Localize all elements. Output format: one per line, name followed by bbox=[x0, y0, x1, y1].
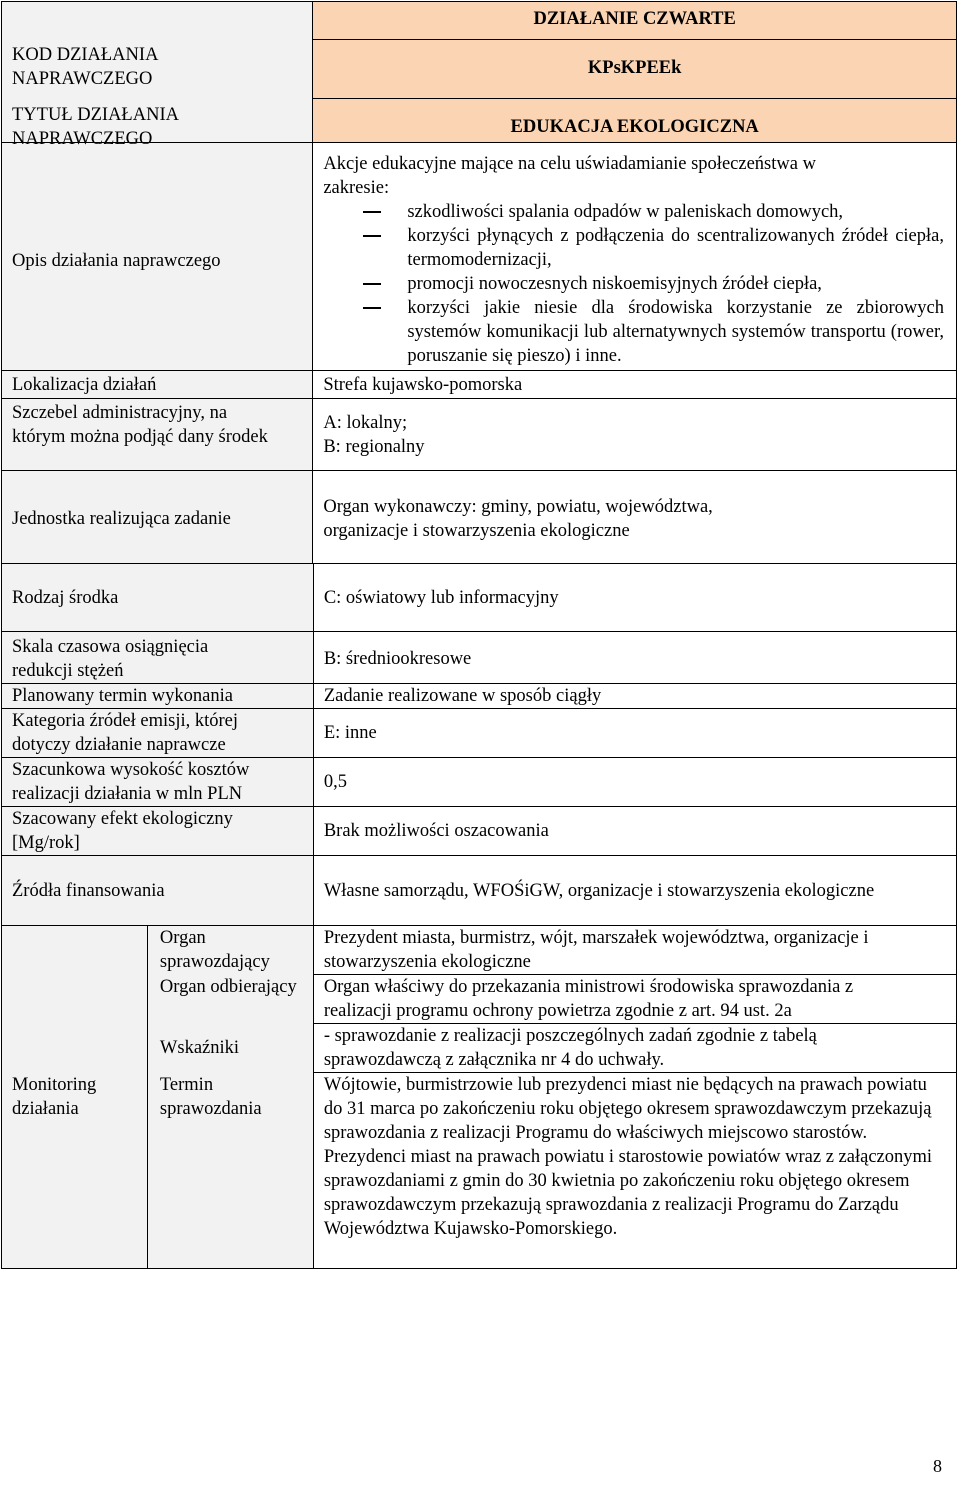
code-title-labels-cell bbox=[2, 2, 313, 149]
description-item: korzyści jakie niesie dla środowiska korzystanie ze zbiorowych systemów komunikacji lub alternatywnych systemów transportu (rower, poruszanie się pieszo) i inne. bbox=[323, 296, 944, 368]
financing-label-cell bbox=[2, 856, 314, 926]
time-scale-label-cell bbox=[2, 632, 314, 684]
time-scale-value: B: średniookresowe bbox=[323, 649, 472, 669]
description-label: Opis działania naprawczego bbox=[12, 251, 221, 271]
cost-label: Szacunkowa wysokość kosztów realizacji działania w mln PLN bbox=[12, 760, 250, 804]
reporting-body-label-cell bbox=[147, 926, 313, 975]
measure-type-label: Rodzaj środka bbox=[12, 588, 119, 608]
measure-type-value: C: oświatowy lub informacyjny bbox=[323, 588, 559, 608]
planned-term-value-cell bbox=[313, 684, 956, 709]
financing-label: Źródła finansowania bbox=[12, 881, 165, 901]
planned-term-value: Zadanie realizowane w sposób ciągły bbox=[323, 686, 602, 706]
description-label-cell bbox=[2, 143, 313, 371]
page-number: 8 bbox=[933, 1456, 942, 1476]
header-values-cell bbox=[313, 2, 957, 143]
cost-label-cell bbox=[2, 758, 314, 807]
admin-level-label-cell bbox=[2, 399, 313, 471]
time-scale-label: Skala czasowa osiągnięcia redukcji stężeń bbox=[12, 637, 209, 681]
financing-value: Własne samorządu, WFOŚiGW, organizacje i stowarzyszenia ekologiczne bbox=[323, 881, 875, 901]
emission-category-value-cell bbox=[313, 709, 956, 758]
dash-bullet-icon bbox=[363, 307, 381, 309]
admin-level-label: Szczebel administracyjny, na którym można podjąć dany środek bbox=[12, 403, 268, 447]
dash-bullet-icon bbox=[363, 283, 381, 285]
description-value-cell bbox=[313, 143, 957, 371]
measure-type-value-cell bbox=[313, 564, 956, 632]
eco-effect-value: Brak możliwości oszacowania bbox=[323, 821, 549, 841]
indicators-label: Wskaźniki bbox=[159, 1037, 240, 1058]
location-value: Strefa kujawsko-pomorska bbox=[323, 375, 523, 395]
reporting-body-label: Organ sprawozdający bbox=[159, 928, 270, 972]
action-header-title: DZIAŁANIE CZWARTE bbox=[313, 2, 956, 40]
eco-effect-value-cell bbox=[313, 807, 956, 856]
location-label-cell bbox=[2, 371, 313, 399]
emission-category-label: Kategoria źródeł emisji, której dotyczy działanie naprawcze bbox=[12, 711, 239, 755]
financing-value-cell bbox=[313, 856, 956, 926]
admin-level-value-b: B: regionalny bbox=[323, 437, 425, 457]
reporting-term-value-1: Wójtowie, burmistrzowie lub prezydenci miast nie będących na prawach powiatu do 31 marca po zakończeniu roku objętego okresem sprawozdawczym przekazują sprawozdania z realizacji Programu do właściwych miejscowo starostów. bbox=[323, 1075, 932, 1143]
indicators-value-cell bbox=[313, 1024, 956, 1073]
unit-label-cell bbox=[2, 471, 313, 566]
measure-type-label-cell bbox=[2, 564, 314, 632]
action-table-bottom bbox=[1, 563, 957, 1269]
description-list bbox=[323, 200, 944, 368]
receiving-body-label: Organ odbierający bbox=[159, 976, 297, 997]
indicators-label-cell bbox=[147, 1024, 313, 1073]
action-code-value: KPsKPEEk bbox=[313, 40, 956, 99]
indicators-value: - sprawozdanie z realizacji poszczególnych zadań zgodnie z tabelą sprawozdawczą z załącznika nr 4 do uchwały. bbox=[323, 1026, 817, 1070]
eco-effect-label: Szacowany efekt ekologiczny [Mg/rok] bbox=[12, 809, 233, 853]
reporting-term-label-cell bbox=[147, 1073, 313, 1269]
action-title-value: EDUKACJA EKOLOGICZNA bbox=[313, 99, 956, 142]
description-item: korzyści płynących z podłączenia do scentralizowanych źródeł ciepła, termomodernizacji, bbox=[323, 224, 944, 272]
monitoring-label-cell bbox=[2, 926, 148, 1269]
reporting-term-label: Termin sprawozdania bbox=[159, 1074, 262, 1119]
eco-effect-label-cell bbox=[2, 807, 314, 856]
planned-term-label: Planowany termin wykonania bbox=[12, 686, 233, 706]
action-table-top bbox=[1, 1, 957, 566]
time-scale-value-cell bbox=[313, 632, 956, 684]
unit-label: Jednostka realizująca zadanie bbox=[12, 509, 231, 529]
cost-value: 0,5 bbox=[323, 772, 347, 792]
receiving-body-value: Organ właściwy do przekazania ministrowi środowiska sprawozdania z realizacji programu ochrony powietrza zgodnie z art. 94 ust. 2a bbox=[323, 977, 854, 1021]
receiving-body-value-cell bbox=[313, 975, 956, 1024]
emission-category-label-cell bbox=[2, 709, 314, 758]
reporting-body-value: Prezydent miasta, burmistrz, wójt, marszałek województwa, organizacje i stowarzyszenia ekologiczne bbox=[323, 928, 869, 972]
dash-bullet-icon bbox=[363, 211, 381, 213]
reporting-term-value-2: Prezydenci miast na prawach powiatu i starostowie powiatów wraz z załączonymi sprawozdaniami z gmin do 30 kwietnia po zakończeniu roku objętego okresem sprawozdawczym przekazują sprawozdania z realizacji Programu do Zarządu Województwa Kujawsko-Pomorskiego. bbox=[323, 1147, 933, 1239]
unit-value-cell bbox=[313, 471, 957, 566]
unit-value: Organ wykonawczy: gminy, powiatu, województwa, organizacje i stowarzyszenia ekologiczne bbox=[323, 497, 713, 541]
description-intro: Akcje edukacyjne mające na celu uświadamianie społeczeństwa w zakresie: bbox=[323, 154, 816, 198]
location-label: Lokalizacja działań bbox=[12, 375, 157, 395]
location-value-cell bbox=[313, 371, 957, 399]
cost-value-cell bbox=[313, 758, 956, 807]
admin-level-value-a: A: lokalny; bbox=[323, 413, 408, 433]
description-item: promocji nowoczesnych niskoemisyjnych źródeł ciepła, bbox=[323, 272, 944, 296]
title-label: TYTUŁ DZIAŁANIA NAPRAWCZEGO bbox=[12, 105, 178, 149]
monitoring-label: Monitoring działania bbox=[12, 1075, 97, 1119]
receiving-body-label-cell bbox=[147, 975, 313, 1024]
planned-term-label-cell bbox=[2, 684, 314, 709]
reporting-term-value-cell bbox=[313, 1073, 956, 1269]
admin-level-value-cell bbox=[313, 399, 957, 471]
emission-category-value: E: inne bbox=[323, 723, 377, 743]
description-item: szkodliwości spalania odpadów w paleniskach domowych, bbox=[323, 200, 944, 224]
code-label: KOD DZIAŁANIA NAPRAWCZEGO bbox=[12, 45, 158, 89]
dash-bullet-icon bbox=[363, 235, 381, 237]
reporting-body-value-cell bbox=[313, 926, 956, 975]
